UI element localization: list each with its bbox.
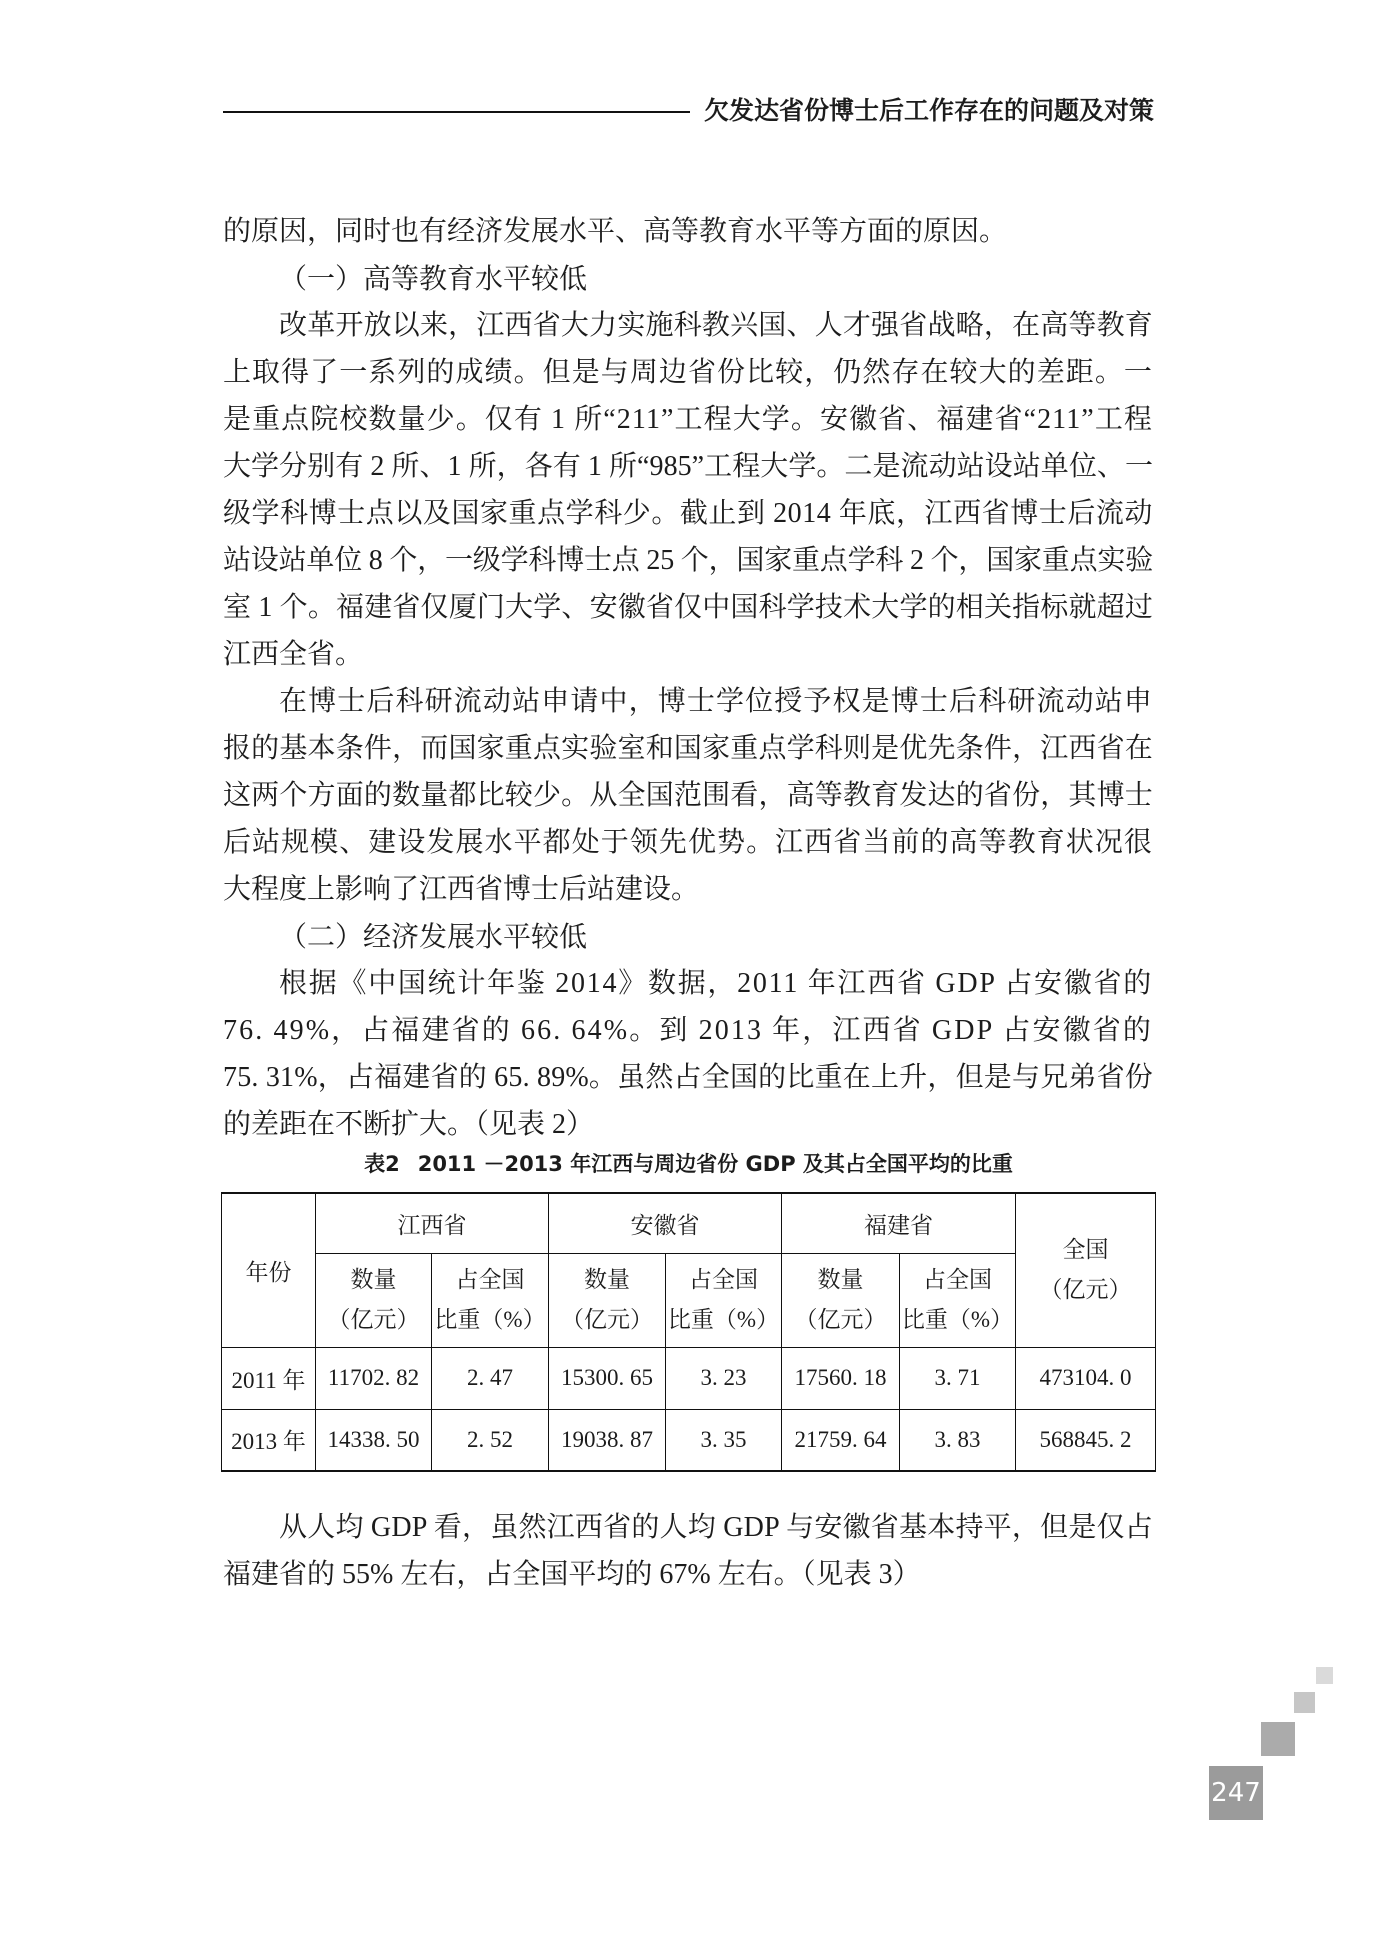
decorative-square bbox=[1261, 1722, 1295, 1756]
subheader-line: （亿元） bbox=[327, 1307, 420, 1332]
paragraph-line-text: 室 1 个。福建省仅厦门大学、安徽省仅中国科学技术大学的相关指标就超过 bbox=[223, 592, 1153, 623]
subheader-line: 数量 bbox=[584, 1267, 630, 1292]
paragraph-line bbox=[223, 678, 1154, 725]
table-cell: 21759. 64 bbox=[782, 1409, 900, 1471]
table-cell: 3. 23 bbox=[666, 1347, 782, 1409]
subheader-line: 占全国 bbox=[923, 1267, 992, 1292]
paragraph-line bbox=[223, 349, 1154, 396]
table-cell: 2. 52 bbox=[432, 1409, 549, 1471]
paragraph-line bbox=[223, 1101, 1154, 1148]
section-heading-text: （二）经济发展水平较低 bbox=[279, 920, 588, 953]
table-subheader-share bbox=[432, 1253, 549, 1347]
paragraph-line bbox=[223, 537, 1154, 584]
table-header-row bbox=[222, 1193, 1156, 1253]
paragraph-line bbox=[223, 631, 1154, 678]
paragraph-line bbox=[223, 396, 1154, 443]
table-cell: 19038. 87 bbox=[549, 1409, 666, 1471]
paragraph-line bbox=[223, 1007, 1154, 1054]
paragraph-line-text: 根据《中国统计年鉴 2014》数据，2011 年江西省 GDP 占安徽省的 bbox=[279, 968, 1153, 999]
paragraph-line-text: 江西全省。 bbox=[223, 639, 364, 670]
body-text bbox=[223, 1504, 1154, 1598]
paragraph-line-text: 在博士后科研流动站申请中，博士学位授予权是博士后科研流动站申 bbox=[279, 686, 1153, 717]
table-header-province: 江西省 bbox=[316, 1193, 549, 1253]
paragraph-line bbox=[223, 443, 1154, 490]
paragraph-line bbox=[223, 1504, 1154, 1551]
table-cell: 11702. 82 bbox=[316, 1347, 432, 1409]
table-header-national-line: 全国 bbox=[1062, 1237, 1109, 1263]
paragraph-line bbox=[223, 772, 1154, 819]
paragraph-line-text: 改革开放以来，江西省大力实施科教兴国、人才强省战略，在高等教育 bbox=[279, 310, 1153, 341]
paragraph-line-text: 从人均 GDP 看，虽然江西省的人均 GDP 与安徽省基本持平，但是仅占 bbox=[279, 1512, 1154, 1543]
header-rule bbox=[223, 111, 690, 113]
table-cell: 17560. 18 bbox=[782, 1347, 900, 1409]
table-cell: 3. 83 bbox=[900, 1409, 1016, 1471]
paragraph-line-text: 76. 49%，占福建省的 66. 64%。到 2013 年，江西省 GDP 占安徽省的 bbox=[223, 1015, 1153, 1046]
page-number: 247 bbox=[1211, 1778, 1261, 1808]
section-heading-text: （一）高等教育水平较低 bbox=[279, 262, 588, 295]
paragraph-line bbox=[223, 866, 1154, 913]
table-header-province: 福建省 bbox=[782, 1193, 1016, 1253]
subheader-line: 比重（%） bbox=[667, 1307, 780, 1332]
table-row bbox=[222, 1347, 1156, 1409]
subheader-line: 比重（%） bbox=[901, 1307, 1014, 1332]
paragraph-line bbox=[223, 584, 1154, 631]
table-cell-year: 2011 年 bbox=[222, 1347, 316, 1409]
table-header-national bbox=[1016, 1193, 1156, 1347]
paragraph-line bbox=[223, 819, 1154, 866]
paragraph-line-text: 级学科博士点以及国家重点学科少。截止到 2014 年底，江西省博士后流动 bbox=[223, 498, 1153, 529]
table-subheader-share bbox=[900, 1253, 1016, 1347]
paragraph-line-text: 后站规模、建设发展水平都处于领先优势。江西省当前的高等教育状况很 bbox=[223, 827, 1153, 858]
paragraph-line bbox=[223, 1551, 1154, 1598]
subheader-line: 占全国 bbox=[689, 1267, 758, 1292]
decorative-square bbox=[1316, 1667, 1333, 1684]
table-header-province: 安徽省 bbox=[549, 1193, 782, 1253]
paragraph-line-text: 报的基本条件，而国家重点实验室和国家重点学科则是优先条件，江西省在 bbox=[223, 733, 1153, 764]
paragraph-line bbox=[223, 960, 1154, 1007]
table-subheader-amount bbox=[782, 1253, 900, 1347]
paragraph-line-text: 的差距在不断扩大。（见表 2） bbox=[223, 1109, 595, 1140]
table-caption-text: 2011 －2013 年江西与周边省份 GDP 及其占全国平均的比重 bbox=[417, 1152, 1013, 1176]
table-subheader-share bbox=[666, 1253, 782, 1347]
paragraph-line bbox=[223, 208, 1154, 255]
paragraph-line bbox=[223, 490, 1154, 537]
paragraph-line-text: 大程度上影响了江西省博士后站建设。 bbox=[223, 874, 700, 905]
table-cell: 3. 35 bbox=[666, 1409, 782, 1471]
paragraph-line-text: 福建省的 55% 左右，占全国平均的 67% 左右。（见表 3） bbox=[223, 1559, 921, 1590]
table-cell: 14338. 50 bbox=[316, 1409, 432, 1471]
paragraph-line bbox=[223, 1054, 1154, 1101]
subheader-line: （亿元） bbox=[561, 1307, 653, 1332]
section-heading bbox=[223, 255, 1154, 302]
table-cell: 568845. 2 bbox=[1016, 1409, 1156, 1471]
paragraph-line bbox=[223, 302, 1154, 349]
subheader-line: （亿元） bbox=[794, 1307, 887, 1332]
body-text bbox=[223, 208, 1154, 1148]
table-cell: 473104. 0 bbox=[1016, 1347, 1156, 1409]
paragraph-line bbox=[223, 725, 1154, 772]
subheader-line: 占全国 bbox=[455, 1267, 525, 1292]
paragraph-line-text: 是重点院校数量少。仅有 1 所“211”工程大学。安徽省、福建省“211”工程 bbox=[223, 404, 1153, 435]
table-cell: 15300. 65 bbox=[549, 1347, 666, 1409]
table-subheader-amount bbox=[549, 1253, 666, 1347]
table-cell: 2. 47 bbox=[432, 1347, 549, 1409]
gdp-table bbox=[221, 1192, 1156, 1472]
table-subheader-amount bbox=[316, 1253, 432, 1347]
paragraph-line-text: 75. 31%，占福建省的 65. 89%。虽然占全国的比重在上升，但是与兄弟省份 bbox=[223, 1062, 1154, 1093]
subheader-line: 比重（%） bbox=[434, 1307, 546, 1332]
decorative-square bbox=[1294, 1692, 1315, 1713]
table-header-national-line: （亿元） bbox=[1039, 1277, 1132, 1303]
table-header-year: 年份 bbox=[222, 1193, 316, 1347]
subheader-line: 数量 bbox=[817, 1267, 864, 1292]
paragraph-line-text: 的原因，同时也有经济发展水平、高等教育水平等方面的原因。 bbox=[223, 216, 1008, 247]
paragraph-line-text: 这两个方面的数量都比较少。从全国范围看，高等教育发达的省份，其博士 bbox=[223, 780, 1153, 811]
table-subheader-row bbox=[222, 1253, 1156, 1347]
table-caption-label: 表2 bbox=[364, 1152, 400, 1176]
paragraph-line-text: 大学分别有 2 所、1 所，各有 1 所“985”工程大学。二是流动站设站单位、一 bbox=[223, 451, 1153, 482]
subheader-line: 数量 bbox=[350, 1267, 397, 1292]
paragraph-line-text: 上取得了一系列的成绩。但是与周边省份比较，仍然存在较大的差距。一 bbox=[223, 357, 1153, 388]
table-cell-year: 2013 年 bbox=[222, 1409, 316, 1471]
table-row bbox=[222, 1409, 1156, 1471]
running-header-title: 欠发达省份博士后工作存在的问题及对策 bbox=[703, 98, 1154, 125]
page-number-box bbox=[1209, 1766, 1263, 1820]
table-cell: 3. 71 bbox=[900, 1347, 1016, 1409]
paragraph-line-text: 站设站单位 8 个，一级学科博士点 25 个，国家重点学科 2 个，国家重点实验 bbox=[223, 545, 1154, 576]
table-caption bbox=[223, 1149, 1154, 1179]
section-heading bbox=[223, 913, 1154, 960]
